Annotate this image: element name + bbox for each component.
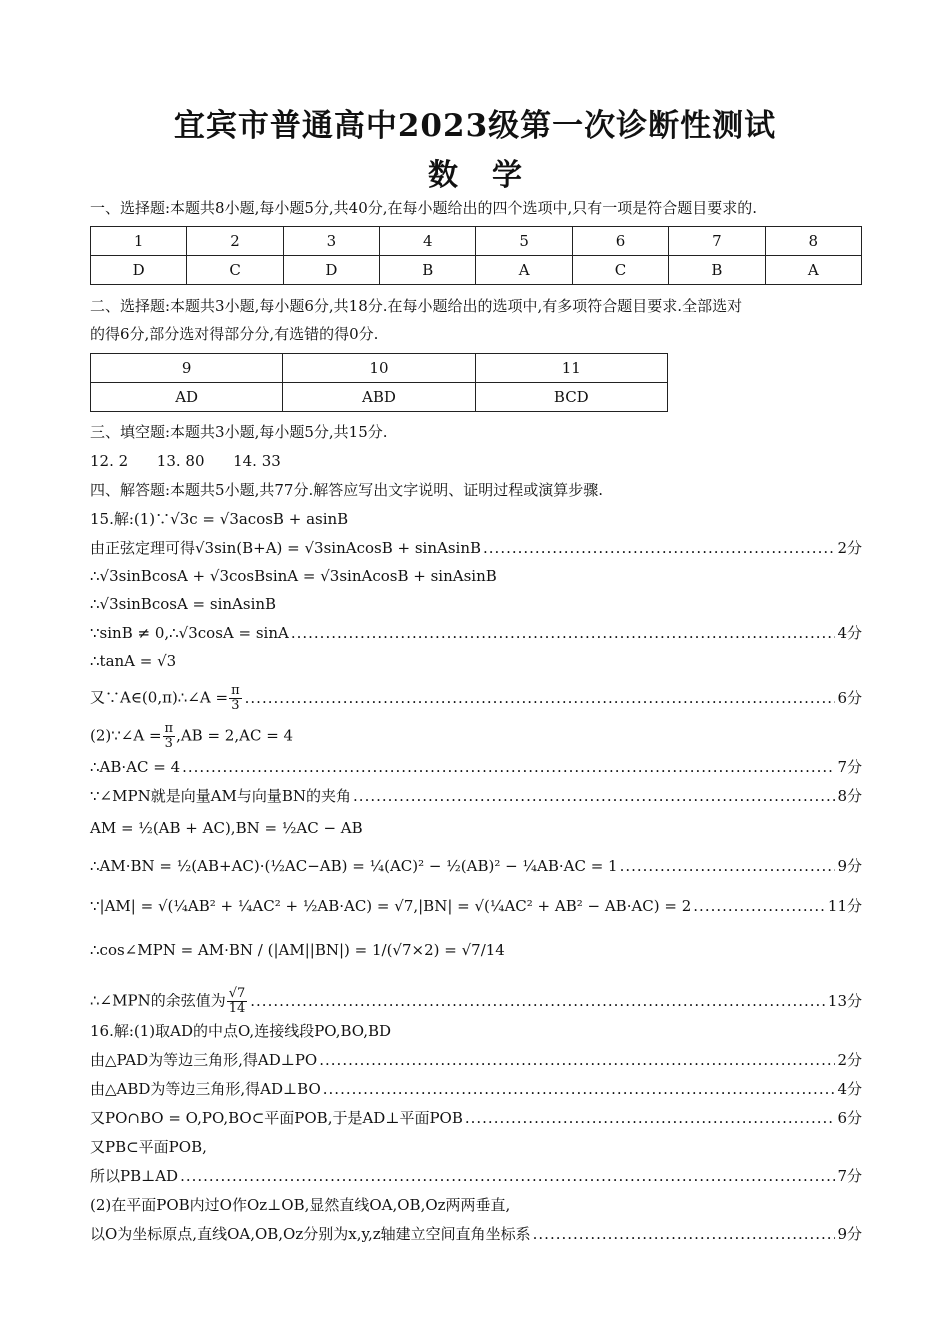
fraction-pi-over-3: $\frac{\pi}{3}$ bbox=[231, 683, 240, 713]
q16-line-6: 所以PB⊥AD ..... 7分 bbox=[90, 1166, 862, 1186]
score: 8分 bbox=[837, 787, 862, 805]
score: 6分 bbox=[837, 688, 862, 707]
section-3-heading: 三、填空题:本题共3小题,每小题5分,共15分. bbox=[90, 423, 388, 441]
q15-line-14: ∴cos∠MPN = AM·BN / (|AM||BN|) = 1/(√7×2) = √7/14 bbox=[90, 941, 505, 959]
q-answer: D bbox=[91, 256, 187, 285]
q15-line-10: ∵∠MPN就是向量AM与向量BN的夹角 ..... 8分 bbox=[90, 786, 862, 806]
q15-line-6: ∴tanA = √3 bbox=[90, 652, 177, 670]
q-number: 4 bbox=[380, 227, 476, 256]
q-answer: C bbox=[187, 256, 283, 285]
q15-line-4: ∴√3sinBcosA = sinAsinB bbox=[90, 595, 277, 613]
fraction-sqrt7-over-14: $\frac{√7}{14}$ bbox=[228, 986, 246, 1016]
q16-line-7: (2)在平面POB内过O作Oz⊥OB,显然直线OA,OB,Oz两两垂直, bbox=[90, 1196, 511, 1214]
score: 13分 bbox=[827, 991, 862, 1010]
q-number: 1 bbox=[91, 227, 187, 256]
q-number: 6 bbox=[572, 227, 668, 256]
score: 4分 bbox=[837, 624, 862, 642]
score: 7分 bbox=[837, 758, 862, 776]
q15-line-11: AM = ½(AB + AC),BN = ½AC − AB bbox=[90, 819, 363, 837]
score: 6分 bbox=[837, 1109, 862, 1127]
section-2-heading-line1: 二、选择题:本题共3小题,每小题6分,共18分.在每小题给出的选项中,有多项符合题目要求.全部选对 bbox=[90, 297, 743, 315]
fraction-pi-over-3: $\frac{\pi}{3}$ bbox=[164, 721, 174, 751]
q16-line-3: 由△ABD为等边三角形,得AD⊥BO ..... 4分 bbox=[90, 1079, 862, 1099]
q-number: 5 bbox=[476, 227, 572, 256]
fill-in-answers: 12. 2 13. 80 14. 33 bbox=[90, 452, 281, 470]
q-number: 11 bbox=[475, 354, 667, 383]
score: 9分 bbox=[837, 1225, 862, 1243]
q-answer: ABD bbox=[283, 383, 475, 412]
q-answer: A bbox=[476, 256, 572, 285]
q-number: 3 bbox=[283, 227, 379, 256]
q15-line-9: ∴AB·AC = 4 ..... 7分 bbox=[90, 757, 862, 777]
section-2-answer-table bbox=[90, 353, 668, 412]
q16-line-5: 又PB⊂平面POB, bbox=[90, 1138, 207, 1156]
q-answer: A bbox=[765, 256, 861, 285]
q-answer: C bbox=[572, 256, 668, 285]
q15-line-1: 15.解:(1)∵√3c = √3acosB + asinB bbox=[90, 510, 349, 528]
q16-line-2: 由△PAD为等边三角形,得AD⊥PO ..... 2分 bbox=[90, 1050, 862, 1070]
q-answer: BCD bbox=[475, 383, 667, 412]
q-answer: B bbox=[669, 256, 765, 285]
q16-line-4: 又PO∩BO = O,PO,BO⊂平面POB,于是AD⊥平面POB ..... 6分 bbox=[90, 1108, 862, 1128]
q-answer: AD bbox=[91, 383, 283, 412]
score: 7分 bbox=[837, 1167, 862, 1185]
q-number: 7 bbox=[669, 227, 765, 256]
section-1-answer-table bbox=[90, 226, 862, 285]
q-number: 8 bbox=[765, 227, 861, 256]
q15-line-15: ∴∠MPN的余弦值为 $\frac{√7}{14}$ ..... 13分 bbox=[90, 987, 862, 1016]
q16-line-1: 16.解:(1)取AD的中点O,连接线段PO,BO,BD bbox=[90, 1022, 392, 1040]
q-number: 2 bbox=[187, 227, 283, 256]
section-2-heading-line2: 的得6分,部分选对得部分分,有选错的得0分. bbox=[90, 325, 379, 343]
q15-line-7: 又∵A∈(0,π)∴∠A = $\frac{\pi}{3}$ ..... 6分 bbox=[90, 684, 862, 713]
q16-line-8: 以O为坐标原点,直线OA,OB,Oz分别为x,y,z轴建立空间直角坐标系 ..... 9分 bbox=[90, 1224, 862, 1244]
subject-title: 数学 bbox=[428, 158, 556, 193]
section-4-heading: 四、解答题:本题共5小题,共77分.解答应写出文字说明、证明过程或演算步骤. bbox=[90, 481, 603, 499]
q-number: 9 bbox=[91, 354, 283, 383]
q15-line-8: (2)∵∠A = $\frac{\pi}{3}$ ,AB = 2,AC = 4 bbox=[90, 721, 294, 751]
section-1-heading: 一、选择题:本题共8小题,每小题5分,共40分,在每小题给出的四个选项中,只有一项是符合题目要求的. bbox=[90, 199, 758, 217]
q15-line-13: ∵|AM| = √(¼AB² + ¼AC² + ½AB·AC) = √7,|BN| = √(¼AC² + AB² − AB·AC) = 2 ..... 11分 bbox=[90, 896, 862, 916]
score: 2分 bbox=[837, 1051, 862, 1069]
page-title: 宜宾市普通高中2023级第一次诊断性测试 bbox=[173, 108, 777, 144]
score: 4分 bbox=[837, 1080, 862, 1098]
q15-line-2: 由正弦定理可得√3sin(B+A) = √3sinAcosB + sinAsinB ..... 2分 bbox=[90, 538, 862, 558]
q-answer: B bbox=[380, 256, 476, 285]
score: 2分 bbox=[837, 539, 862, 557]
q15-line-12: ∴AM·BN = ½(AB+AC)·(½AC−AB) = ¼(AC)² − ½(AB)² − ¼AB·AC = 1 ..... 9分 bbox=[90, 856, 862, 876]
q15-line-5: ∵sinB ≠ 0,∴√3cosA = sinA ..... 4分 bbox=[90, 623, 862, 643]
score: 9分 bbox=[837, 857, 862, 875]
q-number: 10 bbox=[283, 354, 475, 383]
score: 11分 bbox=[827, 897, 862, 915]
q15-line-3: ∴√3sinBcosA + √3cosBsinA = √3sinAcosB + sinAsinB bbox=[90, 567, 497, 585]
q-answer: D bbox=[283, 256, 379, 285]
